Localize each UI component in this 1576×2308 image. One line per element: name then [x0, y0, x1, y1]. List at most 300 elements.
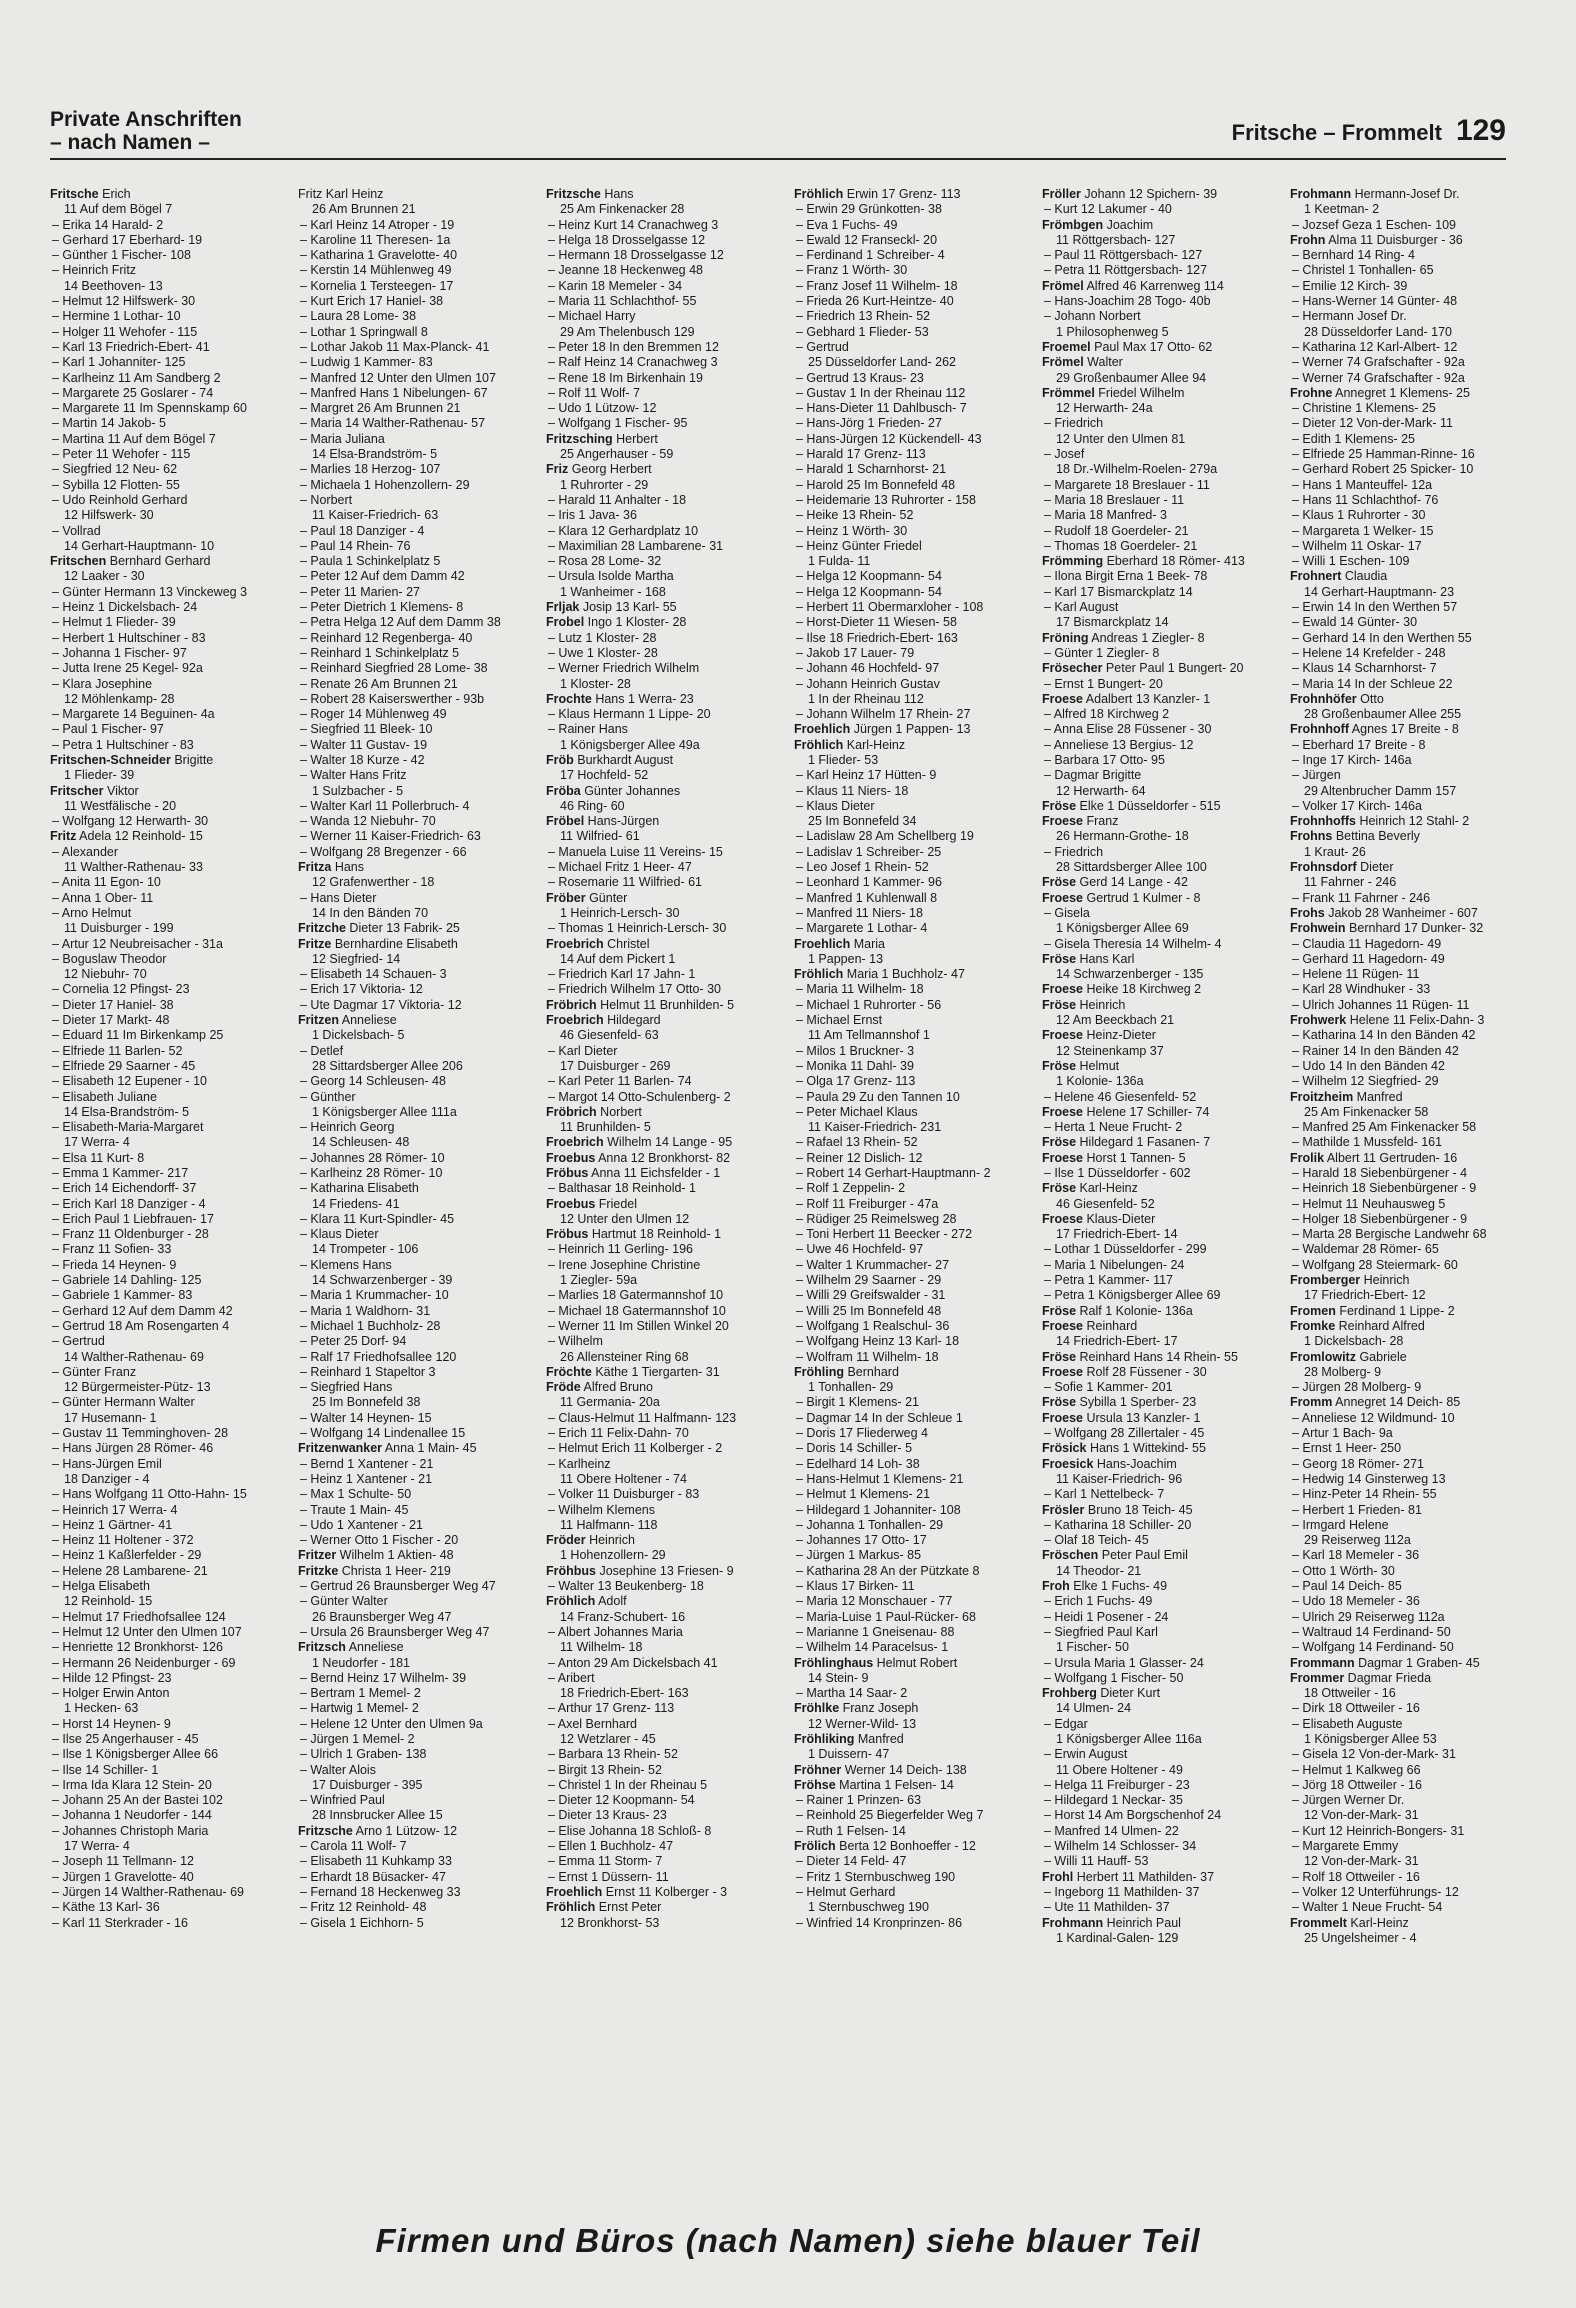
- listing-entry: – Katharina 28 An der Pützkate 8: [796, 1563, 980, 1578]
- listing-entry: – Helga 18 Drosselgasse 12: [548, 232, 706, 247]
- listing-entry: – Ilse 18 Friedrich-Ebert- 163: [796, 630, 958, 645]
- surname-entry: [546, 1166, 802, 1181]
- listing-entry: – Gertrud 13 Kraus- 23: [796, 370, 924, 385]
- surname-entry: [1042, 1441, 1298, 1456]
- listing-entry: – Erwin 29 Grünkotten- 38: [796, 202, 942, 217]
- surname-entry: [1042, 1319, 1298, 1334]
- listing-entry: – Wilhelm 14 Schlosser- 34: [1044, 1839, 1197, 1854]
- surname: Fritzsche: [546, 187, 601, 201]
- listing-entry: – Rainer 14 In den Bänden 42: [1292, 1043, 1459, 1058]
- entry-details: Manfred: [1353, 1089, 1403, 1104]
- surname: Frohmann: [1042, 1915, 1104, 1930]
- entry-details: Christa 1 Heer- 219: [338, 1563, 451, 1578]
- listing-entry: – Paula 1 Schinkelplatz 5: [300, 554, 441, 569]
- listing-entry: – Elfriede 29 Saarner - 45: [52, 1058, 196, 1073]
- surname-entry: [1290, 1916, 1510, 1931]
- listing-entry: – Maria 11 Wilhelm- 18: [796, 982, 924, 997]
- listing-entry: – Anton 29 Am Dickelsbach 41: [548, 1655, 718, 1670]
- listing-entry: – Wolfgang 28 Zillertaler - 45: [1044, 1426, 1205, 1441]
- listing-entry: – Winfried 14 Kronprinzen- 86: [796, 1915, 963, 1930]
- listing-entry: – Heinz 1 Gärtner- 41: [52, 1517, 173, 1532]
- address-line: 14 Theodor- 21: [1056, 1563, 1142, 1578]
- listing-entry: – Fritz 12 Reinhold- 48: [300, 1900, 427, 1915]
- entry-details: Sybilla 1 Sperber- 23: [1076, 1395, 1197, 1410]
- address-line: 1 Flieder- 53: [808, 752, 879, 767]
- entry-details: Reinhard Alfred: [1335, 1318, 1425, 1333]
- entry-details: Heinrich: [585, 1533, 635, 1548]
- listing-entry: – Hermann 26 Neidenburger - 69: [52, 1655, 236, 1670]
- surname: Froemel: [1042, 339, 1091, 354]
- listing-entry: – Heinz 11 Holtener - 372: [52, 1533, 194, 1548]
- entry-details: Heinrich Paul: [1103, 1915, 1181, 1930]
- entry-details: Adalbert 13 Kanzler- 1: [1083, 691, 1211, 706]
- surname: Frommer: [1290, 1670, 1345, 1685]
- surname: Fromberger: [1290, 1273, 1361, 1288]
- address-line: 25 Am Finkenacker 58: [1304, 1104, 1429, 1119]
- listing-entry: – Vollrad: [52, 523, 101, 538]
- entry-details: Wilhelm 14 Lange - 95: [603, 1135, 733, 1150]
- address-line: 1 Tonhallen- 29: [808, 1380, 894, 1395]
- listing-entry: – Helga Elisabeth: [52, 1579, 150, 1594]
- listing-entry: – Maria 1 Krummacher- 10: [300, 1288, 449, 1303]
- listing-entry: – Wolfgang 28 Steiermark- 60: [1292, 1257, 1458, 1272]
- surname: Fröbus: [546, 1166, 589, 1180]
- listing-entry: – Hinz-Peter 14 Rhein- 55: [1292, 1487, 1437, 1502]
- address-line: 1 Flieder- 39: [64, 768, 135, 783]
- surname-entry: [546, 937, 802, 952]
- entry-details: Burkhardt August: [573, 752, 674, 767]
- listing-entry: – Harald 1 Scharnhorst- 21: [796, 462, 947, 477]
- listing-entry: – Harald 11 Anhalter - 18: [548, 492, 687, 507]
- listing-entry: – Horst 14 Heynen- 9: [52, 1716, 171, 1731]
- listing-entry: – Werner 74 Grafschafter - 92a: [1292, 370, 1465, 385]
- listing-entry: – Maria 12 Monschauer - 77: [796, 1594, 953, 1609]
- listing-entry: – Hermann 18 Drosselgasse 12: [548, 248, 724, 263]
- listing-entry: – Elsa 11 Kurt- 8: [52, 1150, 145, 1165]
- listing-entry: – Karl 28 Windhuker - 33: [1292, 982, 1431, 997]
- listing-entry: – Karlheinz 11 Am Sandberg 2: [52, 370, 221, 385]
- address-line: 12 Herwarth- 64: [1056, 783, 1146, 798]
- listing-entry: – Fernand 18 Heckenweg 33: [300, 1884, 461, 1899]
- surname: Fröse: [1042, 1058, 1077, 1073]
- listing-entry: – Elfriede 11 Barlen- 52: [52, 1043, 183, 1058]
- address-line: 14 In den Bänden 70: [312, 905, 429, 920]
- listing-entry: – Bertram 1 Memel- 2: [300, 1686, 421, 1701]
- address-line: 1 Ziegler- 59a: [560, 1273, 638, 1288]
- entry-details: Karl-Heinz: [1076, 1181, 1138, 1196]
- listing-entry: – Dagmar 14 In der Schleue 1: [796, 1410, 963, 1425]
- listing-entry: – Michael Fritz 1 Heer- 47: [548, 860, 692, 875]
- surname: Fritz: [50, 829, 77, 844]
- entry-details: Albert 11 Gertruden- 16: [1324, 1150, 1458, 1165]
- surname: Frommann: [1290, 1655, 1355, 1670]
- listing-entry: – Dieter 17 Markt- 48: [52, 1013, 170, 1028]
- listing-entry: – Anna 1 Ober- 11: [52, 890, 154, 905]
- surname-entry: [1290, 692, 1510, 707]
- surname-entry: [1042, 982, 1298, 997]
- entry-details: Ernst Peter: [595, 1900, 662, 1915]
- listing-entry: – Erich 1 Fuchs- 49: [1044, 1594, 1153, 1609]
- listing-entry: – Marianne 1 Gneisenau- 88: [796, 1624, 955, 1639]
- address-line: 29 Altenbrucher Damm 157: [1304, 783, 1457, 798]
- entry-details: Heinrich: [1076, 997, 1126, 1012]
- surname: Frösick: [1042, 1441, 1087, 1456]
- surname-entry: [1042, 1457, 1298, 1472]
- listing-entry: – Roger 14 Mühlenweg 49: [300, 707, 447, 722]
- address-line: 11 Auf dem Bögel 7: [64, 202, 173, 217]
- address-line: 14 Auf dem Pickert 1: [560, 951, 676, 966]
- surname-entry: [546, 814, 802, 829]
- surname: Fröse: [1042, 875, 1077, 890]
- listing-entry: – Jürgen 28 Molberg- 9: [1292, 1380, 1422, 1395]
- listing-entry: – Johanna 1 Fischer- 97: [52, 645, 187, 660]
- listing-entry: – Thomas 1 Heinrich-Lersch- 30: [548, 921, 727, 936]
- entry-details: Anneliese: [338, 1013, 397, 1028]
- listing-entry: – Horst-Dieter 11 Wiesen- 58: [796, 615, 957, 630]
- listing-entry: – Willi 1 Eschen- 109: [1292, 554, 1410, 569]
- listing-entry: – Josef: [1044, 447, 1085, 462]
- entry-details: Gabriele: [1355, 1349, 1407, 1364]
- surname: Fritsche: [50, 187, 99, 201]
- listing-entry: – Hans Wolfgang 11 Otto-Hahn- 15: [52, 1487, 247, 1502]
- listing-entry: – Maria 18 Breslauer - 11: [1044, 492, 1185, 507]
- listing-entry: – Heinrich 18 Siebenbürgener - 9: [1292, 1181, 1477, 1196]
- surname: Frohmann: [1290, 187, 1352, 201]
- listing-entry: – Wolfgang 28 Bregenzer - 66: [300, 844, 467, 859]
- listing-entry: – Katharina Elisabeth: [300, 1181, 419, 1196]
- entry-details: Helmut 11 Brunhilden- 5: [596, 997, 735, 1012]
- surname: Frohwerk: [1290, 1013, 1347, 1028]
- surname-entry: [546, 1105, 802, 1120]
- listing-entry: – Wolfgang Heinz 13 Karl- 18: [796, 1334, 960, 1349]
- listing-entry: – Klara 12 Gerhardplatz 10: [548, 523, 699, 538]
- listing-entry: – Claudia 11 Hagedorn- 49: [1292, 936, 1442, 951]
- entry-details: Ursula 13 Kanzler- 1: [1083, 1410, 1201, 1425]
- listing-entry: – Hildegard 1 Johanniter- 108: [796, 1502, 961, 1517]
- entry-details: Johann 12 Spichern- 39: [1080, 187, 1218, 201]
- listing-entry: – Maria-Luise 1 Paul-Rücker- 68: [796, 1609, 976, 1624]
- listing-entry: – Erika 14 Harald- 2: [52, 217, 164, 232]
- entry-details: Herbert: [612, 431, 658, 446]
- entry-details: Maria 1 Buchholz- 47: [843, 967, 965, 982]
- listing-entry: – Gerhard Robert 25 Spicker- 10: [1292, 462, 1474, 477]
- listing-entry: – Gisela Theresia 14 Wilhelm- 4: [1044, 936, 1222, 951]
- entry-details: Anneliese: [345, 1640, 404, 1655]
- surname: Froehlich: [546, 1884, 603, 1899]
- surname-entry: [546, 1885, 802, 1900]
- address-line: 28 Großenbaumer Allee 255: [1304, 707, 1462, 722]
- listing-entry: – Walter 1 Krummacher- 27: [796, 1257, 950, 1272]
- surname: Froese: [1042, 1410, 1083, 1425]
- entry-details: Reinhard Hans 14 Rhein- 55: [1076, 1349, 1238, 1364]
- listing-entry: – Alexander: [52, 844, 119, 859]
- footer-note: Firmen und Büros (nach Namen) siehe blauer Teil: [375, 2222, 1201, 2259]
- listing-entry: – Siegfried Hans: [300, 1380, 393, 1395]
- address-line: 12 Reinhold- 15: [64, 1594, 153, 1609]
- surname-entry: [298, 1548, 554, 1563]
- listing-entry: – Helmut 12 Unter den Ulmen 107: [52, 1624, 242, 1639]
- surname-entry: [546, 1365, 802, 1380]
- listing-entry: – Elisabeth-Maria-Margaret: [52, 1120, 204, 1135]
- listing-entry: – Heinz 1 Wörth- 30: [796, 523, 908, 538]
- listing-entry: – Gertrud 18 Am Rosengarten 4: [52, 1318, 230, 1333]
- surname: Froehlich: [794, 722, 851, 737]
- surname-entry: [1290, 814, 1510, 829]
- address-line: 1 Philosophenweg 5: [1056, 324, 1169, 339]
- listing-entry: – Lothar 1 Springwall 8: [300, 324, 428, 339]
- surname-entry: [1290, 1671, 1510, 1686]
- entry-details: Friedel: [595, 1196, 637, 1211]
- listing-entry: – Martha 14 Saar- 2: [796, 1686, 908, 1701]
- entry-details: Agnes 17 Breite - 8: [1349, 722, 1459, 737]
- surname: Fritschen: [50, 554, 107, 569]
- listing-entry: – Johanna 1 Tonhallen- 29: [796, 1517, 944, 1532]
- surname: Fröbus: [546, 1227, 589, 1242]
- surname: Fröschen: [1042, 1548, 1099, 1563]
- listing-entry: – Werner 11 Im Stillen Winkel 20: [548, 1318, 729, 1333]
- entry-details: Gertrud 1 Kulmer - 8: [1083, 890, 1201, 905]
- entry-details: Hans-Jürgen: [584, 814, 660, 829]
- surname: Froese: [1042, 890, 1083, 905]
- listing-entry: – Elise Johanna 18 Schloß- 8: [548, 1823, 712, 1838]
- address-line: 29 Großenbaumer Allee 94: [1056, 370, 1207, 385]
- address-line: 18 Friedrich-Ebert- 163: [560, 1686, 689, 1701]
- listing-entry: – Werner Friedrich Wilhelm: [548, 661, 700, 676]
- listing-entry: – Udo 14 In den Bänden 42: [1292, 1058, 1445, 1073]
- listing-entry: – Karl 17 Bismarckplatz 14: [1044, 584, 1193, 599]
- listing-entry: – Petra 11 Röttgersbach- 127: [1044, 263, 1208, 278]
- listing-entry: – Ernst 1 Heer- 250: [1292, 1441, 1402, 1456]
- listing-entry: – Friedrich: [1044, 844, 1104, 859]
- address-line: 25 Düsseldorfer Land- 262: [808, 355, 957, 370]
- listing-entry: – Rafael 13 Rhein- 52: [796, 1135, 918, 1150]
- address-line: 12 Möhlenkamp- 28: [64, 691, 175, 706]
- listing-entry: – Aribert: [548, 1670, 595, 1685]
- surname: Frohne: [1290, 385, 1333, 400]
- address-line: 17 Werra- 4: [64, 1135, 130, 1150]
- entry-details: Ferdinand 1 Lippe- 2: [1335, 1303, 1455, 1318]
- surname: Froesick: [1042, 1456, 1094, 1471]
- listing-entry: – Erhardt 18 Büsacker- 47: [300, 1869, 446, 1884]
- listing-entry: – Harald 18 Siebenbürgener - 4: [1292, 1166, 1468, 1180]
- surname-entry: [1042, 1350, 1298, 1365]
- entry-details: Otto: [1356, 691, 1384, 706]
- surname: Fröhling: [794, 1364, 844, 1379]
- entry-details: Claudia: [1341, 569, 1388, 584]
- surname-entry: [298, 921, 554, 936]
- listing-entry: – Katharina 1 Gravelotte- 40: [300, 248, 458, 263]
- listing-entry: – Manfred Hans 1 Nibelungen- 67: [300, 385, 488, 400]
- listing-entry: – Robert 28 Kaiserswerther - 93b: [300, 691, 485, 706]
- listing-entry: – Klaus 17 Birken- 11: [796, 1579, 915, 1594]
- listing-entry: – Mathilde 1 Mussfeld- 161: [1292, 1135, 1443, 1150]
- listing-entry: – Jörg 18 Ottweiler - 16: [1292, 1777, 1422, 1792]
- listing-entry: – Jozsef Geza 1 Eschen- 109: [1292, 217, 1456, 232]
- surname: Fröber: [546, 890, 586, 905]
- listing-entry: – Hartwig 1 Memel- 2: [300, 1701, 419, 1716]
- listing-entry: – Günter Hermann 13 Vinckeweg 3: [52, 584, 248, 599]
- entry-details: Helmut Robert: [873, 1655, 958, 1670]
- listing-entry: – Maria 11 Schlachthof- 55: [548, 294, 697, 309]
- entry-details: Werner 14 Deich- 138: [841, 1762, 967, 1777]
- surname: Frolik: [1290, 1150, 1325, 1165]
- listing-entry: – Barbara 13 Rhein- 52: [548, 1747, 678, 1762]
- listing-entry: – Irmgard Helene: [1292, 1517, 1389, 1532]
- address-line: 14 Walther-Rathenau- 69: [64, 1349, 204, 1364]
- listing-entry: – Elisabeth 12 Eupener - 10: [52, 1074, 207, 1089]
- entry-details: Hartmut 18 Reinhold- 1: [588, 1227, 722, 1242]
- address-line: 46 Giesenfeld- 63: [560, 1028, 659, 1043]
- listing-entry: – Heinz 1 Kaßlerfelder - 29: [52, 1548, 202, 1563]
- listing-entry: – Martin 14 Jakob- 5: [52, 416, 166, 431]
- listing-entry: – Hilde 12 Pfingst- 23: [52, 1670, 172, 1685]
- address-line: 12 Wetzlarer - 45: [560, 1731, 656, 1746]
- listing-entry: – Udo 1 Xantener - 21: [300, 1517, 423, 1532]
- listing-entry: – Olga 17 Grenz- 113: [796, 1074, 916, 1089]
- listing-entry: – Irma Ida Klara 12 Stein- 20: [52, 1777, 212, 1792]
- listing-entry: – Artur 12 Neubreisacher - 31a: [52, 936, 223, 951]
- surname: Fröde: [546, 1380, 581, 1395]
- listing-entry: – Wolfgang 1 Fischer- 50: [1044, 1670, 1184, 1685]
- surname-entry: [1042, 631, 1298, 646]
- listing-entry: – Hans-Joachim 28 Togo- 40b: [1044, 294, 1211, 309]
- address-line: 14 Schwarzenberger - 39: [312, 1273, 453, 1288]
- listing-entry: – Dieter 12 Von-der-Mark- 11: [1292, 416, 1453, 431]
- listing-entry: – Gisela: [1044, 905, 1090, 920]
- entry-details: Elke 1 Fuchs- 49: [1069, 1579, 1168, 1594]
- listing-entry: – Lothar 1 Düsseldorfer - 299: [1044, 1242, 1207, 1257]
- listing-entry: – Frank 11 Fahrner - 246: [1292, 890, 1431, 905]
- listing-entry: – Heinrich Georg: [300, 1120, 395, 1135]
- address-line: 12 Siegfried- 14: [312, 951, 401, 966]
- running-header: [1232, 114, 1506, 148]
- listing-entry: – Dieter 17 Haniel- 38: [52, 997, 174, 1012]
- address-line: 28 Molberg- 9: [1304, 1364, 1382, 1379]
- listing-entry: – Heinrich 17 Werra- 4: [52, 1502, 178, 1517]
- listing-entry: – Wanda 12 Niebuhr- 70: [300, 814, 436, 829]
- entry-details: Alfred Bruno: [580, 1380, 653, 1395]
- listing-entry: – Katharina 14 In den Bänden 42: [1292, 1028, 1476, 1043]
- listing-entry: – Elisabeth Juliane: [52, 1089, 157, 1104]
- address-line: 14 Friedens- 41: [312, 1196, 400, 1211]
- address-line: 29 Am Thelenbusch 129: [560, 324, 695, 339]
- surname: Fritza: [298, 860, 332, 875]
- listing-entry: – Eberhard 17 Breite - 8: [1292, 737, 1426, 752]
- listing-entry: – Rosemarie 11 Wilfried- 61: [548, 875, 702, 890]
- surname-entry: [1290, 386, 1510, 401]
- listing-entry: – Christel 1 Tonhallen- 65: [1292, 263, 1434, 278]
- listing-entry: – Birgit 13 Rhein- 52: [548, 1762, 662, 1777]
- entry-details: Annegret 14 Deich- 85: [1332, 1395, 1461, 1410]
- listing-entry: – Kurt 12 Lakumer - 40: [1044, 202, 1172, 217]
- address-line: 1 Königsberger Allee 69: [1056, 921, 1189, 936]
- surname: Fröhlich: [794, 737, 844, 752]
- surname: Fröhlke: [794, 1701, 840, 1716]
- surname-entry: [1042, 218, 1298, 233]
- surname-entry: [1042, 1870, 1298, 1885]
- listing-entry: – Walter Hans Fritz: [300, 768, 407, 783]
- address-line: 18 Dr.-Wilhelm-Roelen- 279a: [1056, 462, 1218, 477]
- address-line: 1 Königsberger Allee 49a: [560, 737, 700, 752]
- section-title-line2: – nach Namen –: [50, 131, 210, 154]
- surname: Frömel: [1042, 278, 1084, 293]
- address-line: 14 Ulmen- 24: [1056, 1701, 1132, 1716]
- listing-entry: – Renate 26 Am Brunnen 21: [300, 676, 458, 691]
- listing-entry: – Heinrich 11 Gerling- 196: [548, 1242, 693, 1257]
- listing-entry: – Günther 1 Fischer- 108: [52, 248, 191, 263]
- listing-entry: – Ingeborg 11 Mathilden- 37: [1044, 1884, 1200, 1899]
- listing-entry: – Sofie 1 Kammer- 201: [1044, 1380, 1173, 1395]
- surname-entry: [794, 1778, 1050, 1793]
- listing-entry: – Johanna 1 Neudorfer - 144: [52, 1808, 212, 1823]
- listing-entry: – Karoline 11 Theresen- 1a: [300, 232, 451, 247]
- surname: Fröse: [1042, 1303, 1077, 1318]
- listing-entry: – Ulrich 29 Reiserweg 112a: [1292, 1609, 1445, 1624]
- address-line: 12 Herwarth- 24a: [1056, 401, 1153, 416]
- listing-entry: – Karl 18 Memeler - 36: [1292, 1548, 1420, 1563]
- listing-entry: – Marlies 18 Herzog- 107: [300, 462, 441, 477]
- address-line: 1 Neudorfer - 181: [312, 1655, 410, 1670]
- surname-entry: [546, 600, 802, 615]
- listing-entry: – Hans Dieter: [300, 890, 377, 905]
- surname-entry: [1042, 1916, 1298, 1931]
- listing-entry: – Birgit 1 Klemens- 21: [796, 1395, 919, 1410]
- listing-entry: – Arthur 17 Grenz- 113: [548, 1701, 675, 1716]
- listing-entry: – Albert Johannes Maria: [548, 1624, 683, 1639]
- listing-entry: – Helga 12 Koopmann- 54: [796, 569, 942, 584]
- listing-entry: – Peter Dietrich 1 Klemens- 8: [300, 600, 464, 615]
- surname: Frohwein: [1290, 921, 1346, 936]
- listing-entry: – Günter 1 Ziegler- 8: [1044, 645, 1160, 660]
- surname: Frohnhoffs: [1290, 814, 1356, 829]
- surname-entry: [1042, 355, 1298, 370]
- surname: Froebrich: [546, 936, 604, 951]
- surname: Froese: [1042, 1104, 1083, 1119]
- surname: Fromke: [1290, 1318, 1336, 1333]
- address-line: 11 Kaiser-Friedrich- 63: [312, 508, 439, 523]
- listing-entry: – Walter 14 Heynen- 15: [300, 1410, 432, 1425]
- surname-entry: [794, 967, 1050, 982]
- surname: Froebrich: [546, 1013, 604, 1028]
- surname-entry: [794, 937, 1050, 952]
- address-line: 1 Kolonie- 136a: [1056, 1074, 1144, 1089]
- address-line: 12 Von-der-Mark- 31: [1304, 1808, 1419, 1823]
- address-line: 14 Schleusen- 48: [312, 1135, 410, 1150]
- listing-entry: – Wilhelm 29 Saarner - 29: [796, 1273, 942, 1288]
- listing-entry: – Dagmar Brigitte: [1044, 768, 1142, 783]
- listing-entry: – Klaus 1 Ruhrorter - 30: [1292, 508, 1426, 523]
- listing-entry: – Johannes Christoph Maria: [52, 1823, 209, 1838]
- listing-entry: – Axel Bernhard: [548, 1716, 637, 1731]
- address-line: 11 Röttgersbach- 127: [1056, 232, 1176, 247]
- listing-entry: – Christel 1 In der Rheinau 5: [548, 1777, 708, 1792]
- entry-details: Anna 12 Bronkhorst- 82: [595, 1150, 731, 1165]
- surname: Froese: [1042, 691, 1083, 706]
- address-line: 17 Werra- 4: [64, 1839, 130, 1854]
- surname-entry: [1042, 1181, 1298, 1196]
- entry-details: Bernhard: [844, 1364, 899, 1379]
- listing-entry: – Ellen 1 Buchholz- 47: [548, 1839, 674, 1854]
- surname: Fritzer: [298, 1548, 337, 1563]
- listing-entry: – Boguslaw Theodor: [52, 951, 167, 966]
- surname: Fröchte: [546, 1364, 592, 1379]
- listing-entry: – Lutz 1 Kloster- 28: [548, 630, 657, 645]
- surname: Fröhlich: [794, 967, 844, 982]
- entry-details: Heinrich 12 Stahl- 2: [1355, 814, 1470, 829]
- listing-entry: – Ulrich 1 Graben- 138: [300, 1747, 427, 1762]
- surname: Frohnsdorf: [1290, 860, 1357, 875]
- listing-entry: – Karl Heinz 14 Atroper - 19: [300, 217, 455, 232]
